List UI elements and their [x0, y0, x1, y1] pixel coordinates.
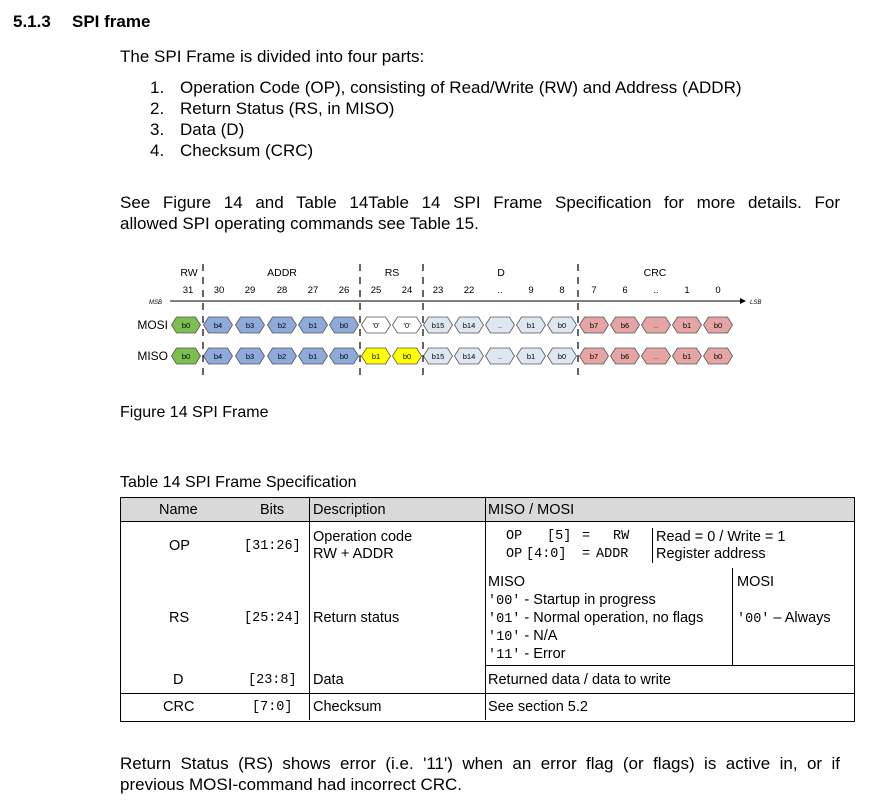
bit-cell-label: .. — [497, 321, 503, 330]
list-item: 3. Data (D) — [150, 120, 245, 139]
group-label-addr: ADDR — [267, 267, 297, 279]
bit-number: 1 — [684, 285, 690, 296]
op-bits: [31:26] — [244, 539, 301, 554]
bit-cell-label: .. — [653, 321, 659, 330]
bit-cell-label: b14 — [462, 352, 476, 361]
list-item: 4. Checksum (CRC) — [150, 141, 314, 160]
op-code-2c: = — [582, 547, 591, 562]
rs-code-11: '11' - Error — [488, 646, 566, 663]
d-name: D — [173, 672, 184, 688]
section-title: SPI frame — [72, 12, 151, 31]
table-caption: Table 14 SPI Frame Specification — [120, 474, 357, 491]
bit-number: 29 — [244, 285, 256, 296]
op-desc-1: Operation code — [313, 529, 413, 545]
crc-bits: [7:0] — [252, 700, 293, 715]
rs-code-00: '00' - Startup in progress — [488, 592, 656, 609]
intro-text: The SPI Frame is divided into four parts: — [120, 47, 425, 66]
op-code-1a: OP — [506, 529, 523, 544]
bit-cell-label: b1 — [682, 321, 692, 330]
bit-cell-label: b6 — [620, 321, 630, 330]
bit-cell-label: .. — [653, 352, 659, 361]
bit-cell-label: b3 — [245, 321, 255, 330]
bit-number: 0 — [715, 285, 721, 296]
rs-name: RS — [169, 610, 190, 626]
d-desc: Data — [313, 672, 344, 688]
header-miso-mosi: MISO / MOSI — [488, 502, 575, 518]
bit-cell-label: b0 — [181, 352, 191, 361]
bit-number: 22 — [463, 285, 475, 296]
row-label-mosi: MOSI — [137, 318, 168, 332]
bit-number: .. — [497, 285, 503, 296]
op-code-1b: [5] — [547, 529, 572, 544]
rs-desc: Return status — [313, 610, 400, 626]
see-paragraph: See Figure 14 and Table 14Table 14 SPI Frame Specification for more details. For allowed SPI operating commands see Table 15. — [120, 193, 840, 233]
op-code-1c: = — [582, 529, 591, 544]
list-item: 2. Return Status (RS, in MISO) — [150, 99, 395, 118]
bit-cell-label: b1 — [371, 352, 381, 361]
bit-cell-label: b14 — [462, 321, 476, 330]
op-code-2b: [4:0] — [526, 547, 567, 562]
group-label-crc: CRC — [643, 267, 667, 279]
rs-code-01: '01' - Normal operation, no flags — [488, 610, 704, 627]
bit-number: 28 — [276, 285, 288, 296]
bit-cell-label: b0 — [339, 352, 349, 361]
spi-frame-table — [120, 497, 855, 722]
bit-number: 6 — [622, 285, 628, 296]
op-desc-2: RW + ADDR — [313, 546, 394, 562]
bit-number: 23 — [432, 285, 444, 296]
bit-cell-label: b4 — [213, 321, 223, 330]
bit-cell-label: b1 — [308, 321, 318, 330]
bit-cell-label: b7 — [589, 321, 599, 330]
bit-number: 26 — [338, 285, 350, 296]
bit-cell-label: b0 — [713, 352, 723, 361]
bit-number: 8 — [559, 285, 565, 296]
bit-number: 27 — [307, 285, 319, 296]
bit-number: 25 — [370, 285, 382, 296]
footer-paragraph: Return Status (RS) shows error (i.e. '11') when an error flag (or flags) is active in, or if previous MOSI-command had incorrect CRC. — [120, 754, 840, 794]
bit-cell-label: '0' — [372, 321, 380, 330]
bit-cell-label: b0 — [557, 321, 567, 330]
bit-cell-label: b1 — [682, 352, 692, 361]
lsb-label: LSB — [750, 300, 762, 306]
bit-cell-label: b7 — [589, 352, 599, 361]
bit-number: 7 — [591, 285, 597, 296]
group-label-rs: RS — [384, 267, 400, 279]
op-name: OP — [169, 538, 190, 554]
rs-bits: [25:24] — [244, 611, 301, 626]
group-label-rw: RW — [180, 267, 198, 279]
header-bits: Bits — [260, 502, 285, 518]
rs-miso-head: MISO — [488, 574, 526, 590]
bit-number: 24 — [401, 285, 413, 296]
bit-cell-label: b3 — [245, 352, 255, 361]
bit-cell-label: b2 — [277, 321, 287, 330]
msb-label: MSB — [148, 300, 162, 306]
crc-name: CRC — [163, 699, 195, 715]
spi-frame-figure — [120, 258, 760, 388]
section-number: 5.1.3 — [13, 12, 51, 31]
bit-cell-label: .. — [497, 352, 503, 361]
op-note-1: Read = 0 / Write = 1 — [656, 529, 786, 545]
rs-code-10: '10' - N/A — [488, 628, 558, 645]
op-code-2a: OP — [506, 547, 523, 562]
bit-cell-label: b0 — [713, 321, 723, 330]
op-code-2d: ADDR — [596, 547, 629, 562]
bit-number: 31 — [182, 285, 194, 296]
bit-cell-label: b15 — [431, 321, 445, 330]
rs-mosi-always: '00' – Always — [737, 610, 831, 627]
d-value: Returned data / data to write — [488, 672, 671, 688]
header-name: Name — [159, 502, 198, 518]
bit-cell-label: b0 — [181, 321, 191, 330]
row-label-miso: MISO — [137, 349, 168, 363]
op-code-1d: RW — [613, 529, 630, 544]
crc-value: See section 5.2 — [488, 699, 588, 715]
d-bits: [23:8] — [248, 673, 297, 688]
bit-cell-label: b4 — [213, 352, 223, 361]
bit-cell-label: b1 — [526, 321, 536, 330]
bit-cell-label: b15 — [431, 352, 445, 361]
crc-desc: Checksum — [313, 699, 382, 715]
bit-number: .. — [653, 285, 659, 296]
op-note-2: Register address — [656, 546, 766, 562]
bit-cell-label: b1 — [308, 352, 318, 361]
rs-mosi-head: MOSI — [737, 574, 775, 590]
figure-caption: Figure 14 SPI Frame — [120, 404, 269, 421]
parts-list — [150, 77, 742, 161]
bit-cell-label: b6 — [620, 352, 630, 361]
axis-arrow — [740, 298, 746, 304]
bit-number: 9 — [528, 285, 534, 296]
bit-number: 30 — [213, 285, 225, 296]
group-label-d: D — [497, 267, 505, 279]
bit-cell-label: b2 — [277, 352, 287, 361]
list-item: 1. Operation Code (OP), consisting of Read/Write (RW) and Address (ADDR) — [150, 78, 742, 97]
bit-cell-label: '0' — [403, 321, 411, 330]
header-description: Description — [313, 502, 386, 518]
bit-cell-label: b0 — [557, 352, 567, 361]
bit-cell-label: b0 — [339, 321, 349, 330]
bit-cell-label: b0 — [402, 352, 412, 361]
bit-cell-label: b1 — [526, 352, 536, 361]
